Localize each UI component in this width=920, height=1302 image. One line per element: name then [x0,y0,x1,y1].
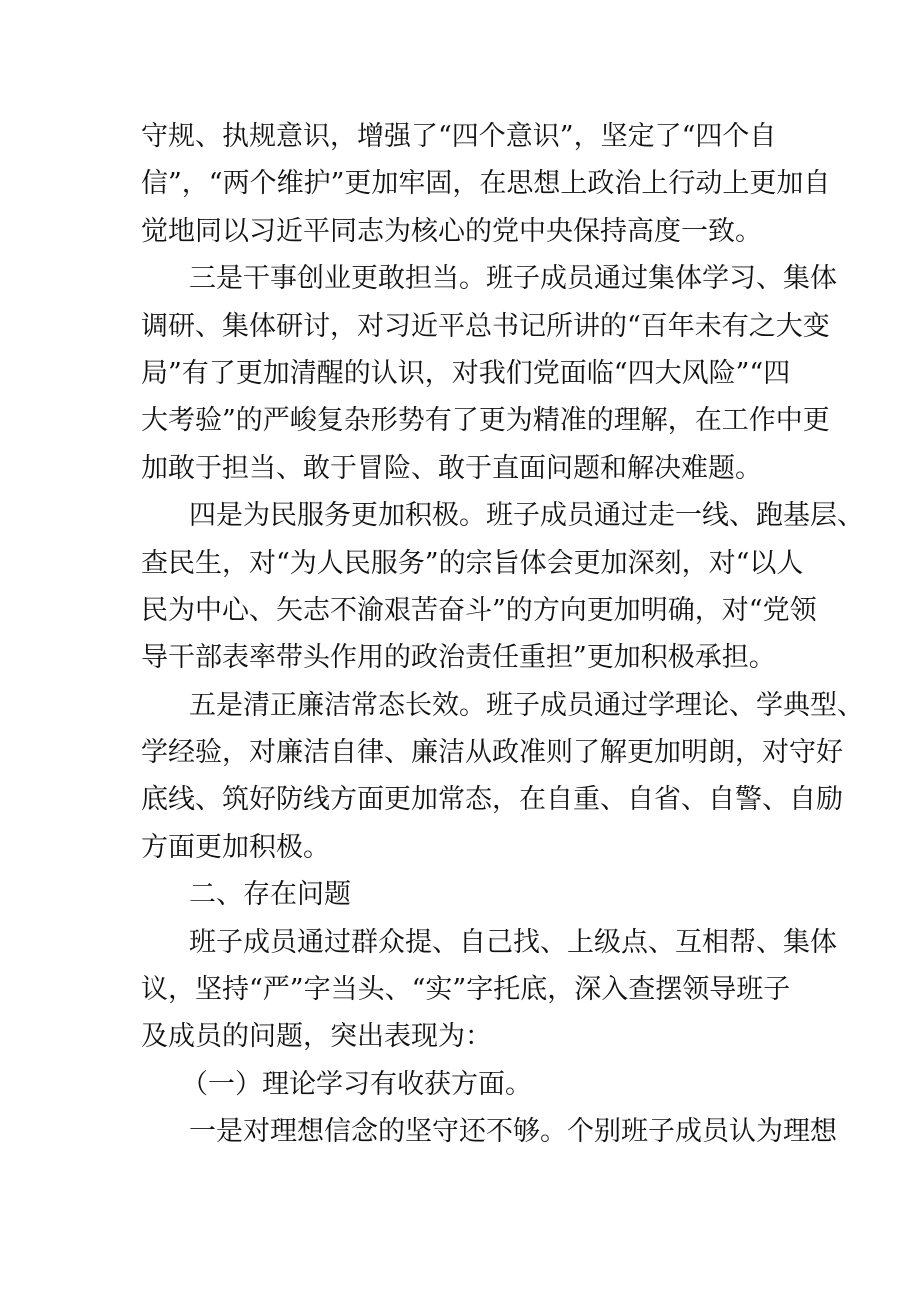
text-line: 学经验，对廉洁自律、廉洁从政准则了解更加明朗，对守好 [141,737,843,769]
text-line: 议，坚持“严”字当头、“实”字托底，深入查摆领导班子 [141,974,791,1006]
text-line: 及成员的问题，突出表现为： [141,1021,492,1053]
paragraph-start-line: 三是干事创业更敢担当。班子成员通过集体学习、集体 [189,263,837,295]
text-line: 守规、执规意识，增强了“四个意识”，坚定了“四个自 [141,121,777,152]
subsection-heading: （一）理论学习有收获方面。 [181,1068,532,1100]
text-line: 觉地同以习近平同志为核心的党中央保持高度一致。 [141,215,762,247]
section-heading: 二、存在问题 [189,879,351,911]
text-line: 信”，“两个维护”更加牢固，在思想上政治上行动上更加自 [141,168,831,200]
text-line: 底线、筑好防线方面更加常态，在自重、自省、自警、自励 [141,784,843,816]
text-line: 导干部表率带头作用的政治责任重担”更加积极承担。 [141,642,776,674]
text-line: 民为中心、矢志不渝艰苦奋斗”的方向更加明确，对“党领 [141,594,817,626]
text-line: 调研、集体研讨，对习近平总书记所讲的“百年未有之大变 [141,310,830,342]
text-line: 局”有了更加清醒的认识，对我们党面临“四大风险”“四 [141,357,791,389]
paragraph-start-line: 五是清正廉洁常态长效。班子成员通过学理论、学典型、 [189,689,864,721]
text-line: 加敢于担当、敢于冒险、敢于直面问题和解决难题。 [141,452,762,484]
document-body [141,113,864,1156]
paragraph-start-line: 四是为民服务更加积极。班子成员通过走一线、跑基层、 [189,500,864,532]
text-line: 大考验”的严峻复杂形势有了更为精准的理解，在工作中更 [141,405,830,437]
paragraph-start-line: 班子成员通过群众提、自己找、上级点、互相帮、集体 [189,926,837,958]
text-line: 查民生，对“为人民服务”的宗旨体会更加深刻，对“以人 [141,547,804,579]
paragraph-start-line: 一是对理想信念的坚守还不够。个别班子成员认为理想 [189,1116,837,1148]
text-line: 方面更加积极。 [141,831,330,863]
